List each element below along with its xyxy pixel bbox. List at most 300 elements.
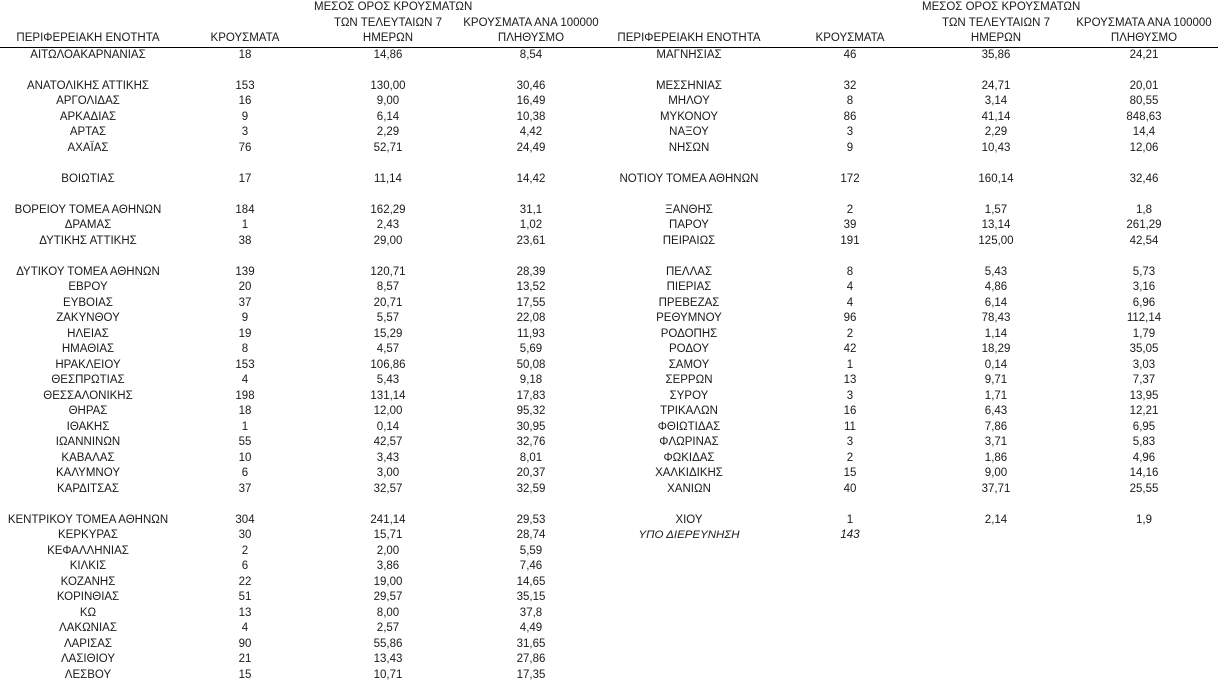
cell-cases: 1 [241,420,249,433]
cell-avg7: 0,14 [376,420,400,433]
cell-cases: 20 [238,281,252,293]
cell-cases: 4 [846,281,854,293]
cell-cases: 76 [238,141,252,154]
table-spacer-row [0,63,600,79]
cell-cases: 9 [241,312,249,324]
cell-per100k: 24,49 [516,141,546,154]
cell-per100k: 20,01 [1129,79,1159,92]
cell-avg7: 20,71 [373,296,403,309]
table-spacer-row [600,63,1218,79]
cell-per100k: 24,21 [1129,48,1159,61]
cell-avg7: 10,43 [981,141,1011,154]
table-row [600,141,1218,157]
cell-per100k: 32,76 [516,436,546,448]
table-row [600,513,1218,529]
cell-per100k: 27,86 [516,653,546,665]
cell-region: ΛΕΣΒΟΥ [64,668,112,681]
cell-region: ΥΠΟ ΔΙΕΡΕΥΝΗΣΗ [638,529,740,541]
cell-region: ΝΑΞΟΥ [669,126,709,138]
table-row [600,94,1218,110]
cell-region: ΚΑΒΑΛΑΣ [61,451,115,464]
cell-cases: 1 [846,358,854,371]
cell-avg7: 14,86 [373,48,403,61]
cell-avg7: 120,71 [370,265,406,278]
cell-cases: 55 [238,436,252,448]
spacer-cell [0,497,600,513]
header-per-line1: ΚΡΟΥΣΜΑΤΑ ΑΝΑ 100000 [463,16,599,29]
cell-cases: 184 [235,203,255,216]
cell-per100k: 14,65 [516,575,546,588]
cell-region: ΚΕΝΤΡΙΚΟΥ ΤΟΜΕΑ ΑΘΗΝΩΝ [7,513,169,526]
cell-region: ΠΕΙΡΑΙΩΣ [662,234,716,247]
cell-per100k: 14,42 [516,172,546,185]
cell-per100k: 30,46 [516,79,546,92]
table-row [0,47,600,63]
header-blank-4 [0,16,176,32]
table-row [0,621,600,637]
table-header-right [600,0,1218,47]
cell-cases: 143 [840,529,860,541]
cell-per100k: 5,73 [1132,265,1156,278]
table-row [0,637,600,653]
spacer-cell [0,63,600,79]
table-row [0,466,600,482]
cell-region: ΡΕΘΥΜΝΟΥ [656,312,722,324]
table-row [600,311,1218,327]
cell-region: ΛΑΣΙΘΙΟΥ [60,653,116,665]
cell-region: ΚΑΛΥΜΝΟΥ [56,467,120,479]
cell-region: ΜΗΛΟΥ [668,95,710,107]
cell-per100k: 1,8 [1136,203,1152,216]
table-row [0,451,600,467]
table-row [0,590,600,606]
table-spacer-row [0,249,600,265]
cell-avg7: 6,14 [984,296,1008,309]
header-blank-2 [778,0,922,16]
cell-region: ΠΕΛΛΑΣ [665,265,713,278]
cell-per100k: 14,16 [1129,467,1159,479]
cell-cases: 51 [238,591,252,603]
cell-avg7: 42,57 [373,436,403,448]
cell-cases: 172 [840,172,860,185]
cell-region: ΧΑΛΚΙΔΙΚΗΣ [655,467,723,479]
cell-cases: 8 [846,95,854,107]
cell-avg7: 2,14 [984,513,1008,526]
table-spacer-row [600,187,1218,203]
header-row-2 [0,16,600,32]
cell-cases: 40 [843,482,857,495]
table-row [600,125,1218,141]
table-row [0,668,600,683]
cell-cases: 6 [241,560,249,572]
cell-avg7: 3,00 [376,467,400,479]
cell-avg7: 9,00 [376,95,400,107]
cell-cases: 2 [846,451,854,464]
header-blank-1 [600,0,778,16]
table-row [0,265,600,281]
cell-avg7: 29,57 [373,591,403,603]
table-row [0,358,600,374]
table-row [0,79,600,95]
header-avg-line1: ΜΕΣΟΣ ΟΡΟΣ ΚΡΟΥΣΜΑΤΩΝ [314,1,473,13]
cell-region: ΕΒΡΟΥ [68,281,108,293]
cell-per100k: 20,37 [516,467,546,479]
left-table-pane [0,0,600,683]
cell-per100k: 4,96 [1132,451,1156,464]
cell-region: ΑΡΚΑΔΙΑΣ [59,110,117,123]
regional-cases-table-left [0,0,600,683]
spacer-cell [0,249,600,265]
cell-per100k: 13,95 [1129,389,1159,402]
cell-per100k: 4,49 [519,622,543,634]
table-row [0,125,600,141]
cell-cases: 15 [238,668,252,681]
cell-cases: 32 [843,79,857,92]
cell-per100k: 4,42 [519,126,543,138]
cell-per100k: 7,37 [1132,374,1156,386]
table-row [0,141,600,157]
cell-cases: 22 [238,575,252,588]
cell-region: ΗΜΑΘΙΑΣ [61,343,115,355]
table-row [0,203,600,219]
cell-cases: 3 [846,126,854,138]
cell-avg7: 18,29 [981,343,1011,355]
cell-avg7: 3,14 [984,95,1008,107]
cell-per100k: 25,55 [1129,482,1159,495]
cell-region: ΠΡΕΒΕΖΑΣ [658,296,720,309]
header-avg-line3: ΗΜΕΡΩΝ [970,32,1022,44]
cell-avg7: 1,57 [984,203,1008,216]
cell-per100k: 28,39 [516,265,546,278]
cell-avg7: 9,00 [984,467,1008,479]
cell-cases: 15 [843,467,857,479]
cell-avg7: 35,86 [981,48,1011,61]
header-row-3 [600,31,1218,47]
cell-cases: 2 [846,203,854,216]
cell-region: ΠΙΕΡΙΑΣ [666,281,712,293]
cell-cases: 37 [238,296,252,309]
cell-region: ΘΗΡΑΣ [68,405,108,417]
cell-cases: 42 [843,343,857,355]
cell-cases: 9 [846,141,854,154]
table-spacer-row [600,497,1218,513]
table-row [0,652,600,668]
cell-region: ΔΡΑΜΑΣ [64,219,112,231]
cell-per100k: 1,9 [1136,513,1152,526]
cell-avg7: 2,57 [376,622,400,634]
cell-avg7: 130,00 [370,79,406,92]
cell-per100k: 5,69 [519,343,543,355]
cell-region: ΜΕΣΣΗΝΙΑΣ [655,79,723,92]
table-row [600,79,1218,95]
spacer-cell [600,187,1218,203]
cell-cases: 13 [843,374,857,386]
table-row [600,404,1218,420]
cell-per100k: 23,61 [516,234,546,247]
cell-region: ΖΑΚΥΝΘΟΥ [56,312,120,324]
table-row [0,389,600,405]
cell-per100k: 8,01 [519,451,543,464]
cell-region: ΛΑΚΩΝΙΑΣ [59,622,117,634]
cell-avg7: 160,14 [978,172,1014,185]
cell-per100k: 13,52 [516,281,546,293]
cell-region: ΑΡΓΟΛΙΔΑΣ [56,95,120,107]
cell-cases: 2 [241,544,249,557]
cell-per100k: 1,02 [519,219,543,231]
cell-region: ΘΕΣΠΡΩΤΙΑΣ [51,374,125,386]
cell-avg7: 41,14 [981,110,1011,123]
cell-avg7 [922,528,1070,544]
cell-avg7: 9,71 [984,374,1008,386]
cell-cases: 8 [241,343,249,355]
table-row [600,342,1218,358]
cell-avg7: 131,14 [370,389,406,402]
cell-avg7: 24,71 [981,79,1011,92]
table-row [600,482,1218,498]
cell-per100k: 3,16 [1132,281,1156,293]
cell-region: ΗΡΑΚΛΕΙΟΥ [55,358,121,371]
cell-avg7: 37,71 [981,482,1011,495]
cell-per100k: 17,83 [516,389,546,402]
cell-cases: 10 [238,451,252,464]
cell-region: ΑΙΤΩΛΟΑΚΑΡΝΑΝΙΑΣ [30,48,146,61]
cell-region: ΘΕΣΣΑΛΟΝΙΚΗΣ [43,389,133,402]
cell-per100k: 6,96 [1132,296,1156,309]
header-avg-line2: ΤΩΝ ΤΕΛΕΥΤΑΙΩΝ 7 [942,16,1050,29]
cell-region: ΣΑΜΟΥ [668,358,710,371]
cell-avg7: 10,71 [373,668,403,681]
cell-cases: 3 [846,389,854,402]
cell-region: ΠΑΡΟΥ [669,219,709,231]
cell-per100k: 31,65 [516,637,546,650]
spacer-cell [600,497,1218,513]
cell-region: ΑΝΑΤΟΛΙΚΗΣ ΑΤΤΙΚΗΣ [26,79,149,92]
table-row [0,342,600,358]
cell-cases: 13 [238,606,252,619]
cell-avg7: 1,71 [984,389,1008,402]
header-blank-5 [176,16,314,32]
cell-region: ΝΟΤΙΟΥ ΤΟΜΕΑ ΑΘΗΝΩΝ [619,172,759,185]
cell-per100k: 1,79 [1132,327,1156,340]
cell-region: ΒΟΡΕΙΟΥ ΤΟΜΕΑ ΑΘΗΝΩΝ [14,203,162,216]
header-blank-3 [462,0,600,16]
cell-region: ΕΥΒΟΙΑΣ [63,296,113,309]
right-table-pane [600,0,1218,683]
cell-avg7: 8,57 [376,281,400,293]
header-blank-1 [0,0,176,16]
cell-region: ΧΑΝΙΩΝ [667,482,711,495]
cell-region: ΦΩΚΙΔΑΣ [663,451,715,464]
cell-region: ΣΥΡΟΥ [669,389,709,402]
header-cases: ΚΡΟΥΣΜΑΤΑ [815,32,885,44]
cell-region: ΜΑΓΝΗΣΙΑΣ [656,48,722,61]
table-body-left [0,47,600,683]
cell-avg7: 6,14 [376,110,400,123]
table-row [0,311,600,327]
cell-per100k [1070,528,1218,544]
cell-cases: 3 [241,126,249,138]
cell-per100k: 9,18 [519,374,543,386]
cell-cases: 191 [840,234,860,247]
cell-avg7: 5,43 [984,265,1008,278]
cell-per100k: 848,63 [1126,110,1162,123]
cell-per100k: 42,54 [1129,234,1159,247]
cell-avg7: 5,43 [376,374,400,386]
cell-avg7: 106,86 [370,358,406,371]
cell-region: ΙΩΑΝΝΙΝΩΝ [55,436,121,448]
cell-region: ΛΑΡΙΣΑΣ [63,637,113,650]
spacer-cell [0,156,600,172]
cell-per100k: 16,49 [516,95,546,107]
cell-region: ΑΧΑΪΑΣ [67,141,109,154]
cell-cases: 90 [238,637,252,650]
header-avg-line1: ΜΕΣΟΣ ΟΡΟΣ ΚΡΟΥΣΜΑΤΩΝ [922,1,1081,13]
cell-cases: 8 [846,265,854,278]
cell-avg7: 4,86 [984,281,1008,293]
cell-cases: 198 [235,389,255,402]
cell-region: ΧΙΟΥ [675,513,703,526]
cell-avg7: 15,71 [373,529,403,541]
cell-cases: 6 [241,467,249,479]
cell-avg7: 13,43 [373,653,403,665]
cell-per100k: 6,95 [1132,420,1156,433]
cell-cases: 139 [235,265,255,278]
table-spacer-row [0,497,600,513]
cell-cases: 17 [238,172,252,185]
table-row [0,482,600,498]
cell-region: ΔΥΤΙΚΗΣ ΑΤΤΙΚΗΣ [39,234,137,247]
table-row [600,327,1218,343]
cell-per100k: 14,4 [1132,126,1156,138]
cell-cases: 2 [846,327,854,340]
cell-cases: 16 [843,405,857,417]
cell-region: ΞΑΝΘΗΣ [665,203,713,216]
cell-avg7: 32,57 [373,482,403,495]
table-spacer-row [600,249,1218,265]
cell-per100k: 17,35 [516,668,546,681]
cell-per100k: 28,74 [516,529,546,541]
cell-avg7: 2,00 [376,544,400,557]
table-row [600,420,1218,436]
cell-region: ΚΑΡΔΙΤΣΑΣ [57,482,119,495]
cell-per100k: 29,53 [516,513,546,526]
cell-avg7: 0,14 [984,358,1008,371]
cell-per100k: 35,05 [1129,343,1159,355]
cell-region: ΦΛΩΡΙΝΑΣ [659,436,719,448]
table-row [600,218,1218,234]
header-avg-line3: ΗΜΕΡΩΝ [362,32,414,44]
table-row [0,420,600,436]
cell-per100k: 22,08 [516,312,546,324]
cell-per100k: 12,06 [1129,141,1159,154]
cell-per100k: 35,15 [516,591,546,603]
cell-cases: 46 [843,48,857,61]
header-blank-3 [1070,0,1218,16]
header-blank-5 [778,16,922,32]
cell-cases: 37 [238,482,252,495]
cell-region: ΜΥΚΟΝΟΥ [659,110,719,123]
cell-cases: 96 [843,312,857,324]
cell-avg7: 2,29 [376,126,400,138]
cell-avg7: 78,43 [981,312,1011,324]
cell-cases: 86 [843,110,857,123]
cell-avg7: 3,43 [376,451,400,464]
cell-region: ΝΗΣΩΝ [668,141,710,154]
cell-region: ΒΟΙΩΤΙΑΣ [61,172,115,185]
cell-cases: 4 [241,374,249,386]
cell-region: ΚΕΦΑΛΛΗΝΙΑΣ [47,544,129,557]
cell-avg7: 3,86 [376,560,400,572]
header-row-1 [600,0,1218,16]
cell-avg7: 1,14 [984,327,1008,340]
cell-per100k: 30,95 [516,420,546,433]
table-row [600,373,1218,389]
table-row [600,358,1218,374]
cell-cases: 19 [238,327,252,340]
table-row [600,466,1218,482]
cell-region: ΙΘΑΚΗΣ [66,420,110,433]
table-row [0,234,600,250]
table-row [0,280,600,296]
cell-cases: 1 [241,219,249,231]
table-row [600,528,1218,544]
header-per-line1: ΚΡΟΥΣΜΑΤΑ ΑΝΑ 100000 [1076,16,1212,29]
cell-region: ΣΕΡΡΩΝ [665,374,713,386]
cell-avg7: 2,29 [984,126,1008,138]
cell-cases: 1 [846,513,854,526]
spacer-cell [600,63,1218,79]
cell-per100k: 112,14 [1126,312,1162,324]
cell-avg7: 55,86 [373,637,403,650]
table-row [0,327,600,343]
cell-region: ΚΟΖΑΝΗΣ [60,575,116,588]
cell-cases: 9 [241,110,249,123]
table-row [600,435,1218,451]
cell-region: ΡΟΔΟΥ [668,343,710,355]
cell-avg7: 8,00 [376,606,400,619]
table-spacer-row [0,187,600,203]
cell-cases: 4 [846,296,854,309]
cell-per100k: 11,93 [517,327,545,340]
header-cases: ΚΡΟΥΣΜΑΤΑ [210,32,280,44]
cell-region: ΚΩ [79,606,97,619]
cell-per100k: 10,38 [516,110,546,123]
table-row [0,606,600,622]
cell-cases: 16 [238,95,252,107]
cell-avg7: 15,29 [373,327,403,340]
cell-cases: 153 [235,79,255,92]
cell-avg7: 19,00 [373,575,403,588]
table-row [600,203,1218,219]
table-row [600,265,1218,281]
table-row [600,389,1218,405]
header-row-3 [0,31,600,47]
table-row [0,513,600,529]
table-spacer-row [600,156,1218,172]
cell-region: ΔΥΤΙΚΟΥ ΤΟΜΕΑ ΑΘΗΝΩΝ [16,265,160,278]
cell-per100k: 37,8 [519,606,543,619]
header-blank-4 [600,16,778,32]
cell-cases: 4 [241,622,249,634]
cell-per100k: 5,83 [1132,436,1156,448]
header-row-2 [600,16,1218,32]
table-row [0,435,600,451]
cell-region: ΗΛΕΙΑΣ [67,327,109,340]
cell-per100k: 32,46 [1129,172,1159,185]
cell-per100k: 261,29 [1126,219,1162,231]
spacer-cell [600,249,1218,265]
cell-cases: 11 [844,420,856,433]
